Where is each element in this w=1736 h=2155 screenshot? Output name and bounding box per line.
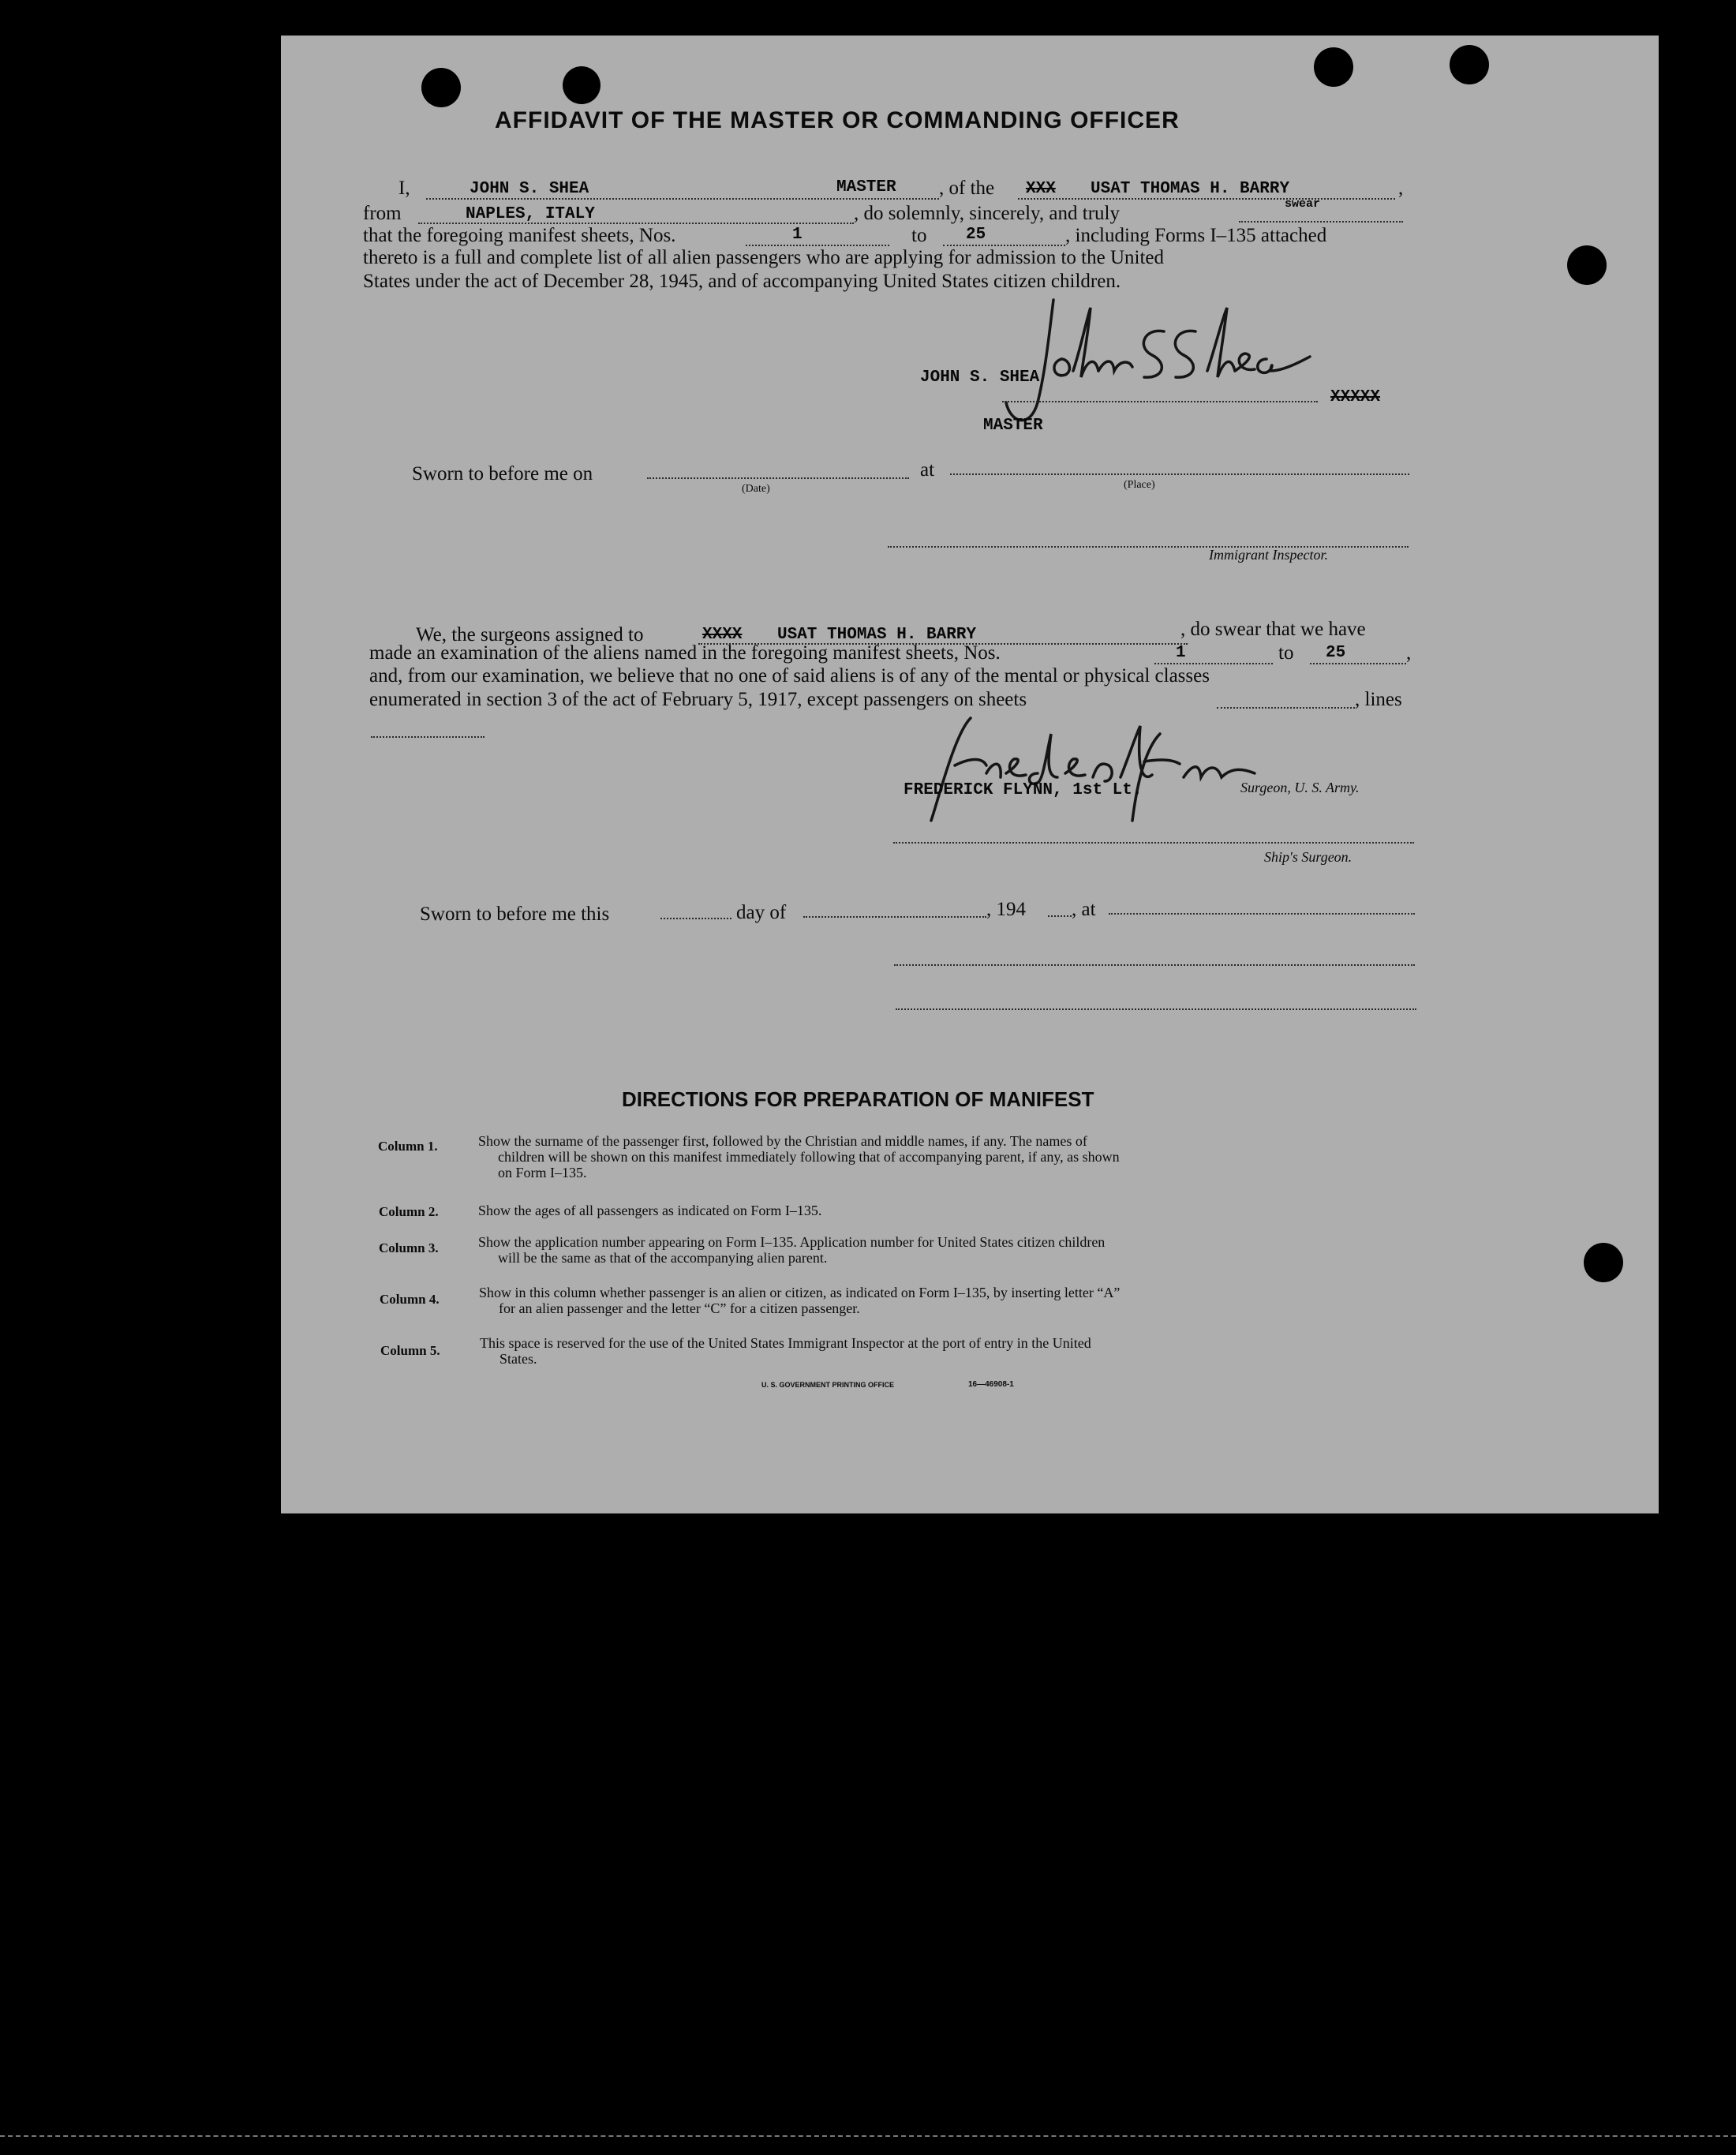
swear-word-field: swear bbox=[1285, 197, 1321, 211]
surgeons-l1-end: , do swear that we have bbox=[1180, 619, 1366, 640]
surgeons-to-label: to bbox=[1278, 642, 1294, 664]
punch-hole bbox=[1567, 245, 1607, 285]
direction-2-label: Column 2. bbox=[379, 1204, 439, 1219]
direction-1-text: on Form I–135. bbox=[498, 1165, 587, 1180]
direction-5-text: This space is reserved for the use of the United States Immigrant Inspector at the port of entry in the United bbox=[480, 1335, 1091, 1351]
sworn2-c: , 194 bbox=[986, 899, 1026, 920]
direction-4-text: for an alien passenger and the letter “C” for a citizen passenger. bbox=[499, 1300, 860, 1316]
printer-imprint: U. S. GOVERNMENT PRINTING OFFICE bbox=[761, 1381, 895, 1389]
direction-1-text: children will be shown on this manifest immediately following that of accompanying parent, if any, as shown bbox=[498, 1149, 1120, 1165]
vessel-name-field: USAT THOMAS H. BARRY bbox=[1091, 180, 1290, 198]
affidavit-i-label: I, bbox=[398, 178, 410, 199]
direction-3-text: Show the application number appearing on Form I–135. Application number for United States citizen children bbox=[478, 1234, 1106, 1250]
surgeons-l1-text: We, the surgeons assigned to bbox=[416, 624, 644, 645]
master-rank-field: MASTER bbox=[836, 178, 896, 196]
surgeon-signature bbox=[907, 702, 1286, 836]
sworn1-label: Sworn to before me on bbox=[412, 463, 593, 485]
surgeons-vessel-struck: XXXX bbox=[702, 626, 743, 644]
affidavit-l2-text: , do solemnly, sincerely, and truly bbox=[854, 203, 1120, 224]
master-name-field: JOHN S. SHEA bbox=[470, 180, 589, 198]
affidavit-title: AFFIDAVIT OF THE MASTER OR COMMANDING OFFICER bbox=[495, 107, 1180, 133]
inspector-caption: Immigrant Inspector. bbox=[1209, 547, 1328, 563]
surgeon-sig-caption: Surgeon, U. S. Army. bbox=[1240, 780, 1360, 795]
ships-surgeon-caption: Ship's Surgeon. bbox=[1264, 849, 1353, 865]
affidavit-l1-end: , bbox=[1398, 178, 1404, 199]
affidavit-to-label: to bbox=[911, 225, 927, 246]
master-signature bbox=[994, 284, 1389, 442]
punch-hole bbox=[563, 66, 600, 104]
direction-4-text: Show in this column whether passenger is an alien or citizen, as indicated on Form I–135, by inserting letter “A” bbox=[479, 1285, 1121, 1300]
direction-5-label: Column 5. bbox=[380, 1343, 440, 1358]
date-caption: (Date) bbox=[742, 483, 770, 495]
master-sig-name: JOHN S. SHEA bbox=[920, 369, 1040, 387]
sheet-from-field: 1 bbox=[792, 226, 803, 244]
surgeons-l2-text: made an examination of the aliens named in the foregoing manifest sheets, Nos. bbox=[369, 642, 1001, 664]
punch-hole bbox=[1450, 45, 1489, 84]
master-sig-struck: XXXXX bbox=[1330, 388, 1381, 406]
direction-5-text: States. bbox=[499, 1351, 537, 1367]
affidavit-l3-text: that the foregoing manifest sheets, Nos. bbox=[363, 225, 676, 246]
from-port-field: NAPLES, ITALY bbox=[466, 205, 595, 223]
vessel-struck-text: XXX bbox=[1026, 180, 1056, 198]
sworn2-b: day of bbox=[736, 902, 787, 923]
surgeons-l2-end: , bbox=[1406, 642, 1412, 664]
punch-hole bbox=[421, 68, 461, 107]
form-code: 16—46908-1 bbox=[968, 1380, 1014, 1389]
direction-1-label: Column 1. bbox=[378, 1139, 438, 1154]
affidavit-l4: thereto is a full and complete list of all alien passengers who are applying for admission to the United bbox=[363, 247, 1165, 268]
place-caption: (Place) bbox=[1124, 479, 1155, 491]
direction-4-label: Column 4. bbox=[380, 1292, 440, 1307]
surgeons-sheet-from: 1 bbox=[1176, 644, 1186, 662]
sworn2-d: , at bbox=[1072, 899, 1096, 920]
affidavit-l5: States under the act of December 28, 1945, and of accompanying United States citizen children. bbox=[363, 271, 1121, 292]
surgeons-l3: and, from our examination, we believe that no one of said aliens is of any of the mental or physical classes bbox=[369, 665, 1210, 687]
surgeons-l4: enumerated in section 3 of the act of February 5, 1917, except passengers on sheets bbox=[369, 689, 1027, 710]
master-sig-title: MASTER bbox=[983, 417, 1043, 435]
direction-3-text: will be the same as that of the accompanying alien parent. bbox=[498, 1250, 828, 1266]
affidavit-of-the-label: , of the bbox=[939, 178, 995, 199]
direction-3-label: Column 3. bbox=[379, 1240, 439, 1255]
sheet-to-field: 25 bbox=[966, 226, 986, 244]
affidavit-from-label: from bbox=[363, 203, 402, 224]
surgeon-sig-name: FREDERICK FLYNN, 1st Lt. bbox=[904, 781, 1143, 799]
sworn2-a: Sworn to before me this bbox=[420, 904, 610, 925]
surgeons-vessel-name: USAT THOMAS H. BARRY bbox=[777, 626, 977, 644]
punch-hole bbox=[1314, 47, 1353, 87]
sworn1-at-label: at bbox=[920, 459, 935, 481]
punch-hole bbox=[1584, 1243, 1623, 1282]
scan-edge-line bbox=[0, 2135, 1736, 2137]
affidavit-l3-end: , including Forms I–135 attached bbox=[1065, 225, 1327, 246]
surgeons-sheet-to: 25 bbox=[1326, 644, 1346, 662]
directions-title: DIRECTIONS FOR PREPARATION OF MANIFEST bbox=[622, 1087, 1094, 1111]
direction-1-text: Show the surname of the passenger first, followed by the Christian and middle names, if any. The names of bbox=[478, 1133, 1087, 1149]
surgeons-l4-end: , lines bbox=[1355, 689, 1402, 710]
direction-2-text: Show the ages of all passengers as indicated on Form I–135. bbox=[478, 1203, 822, 1218]
